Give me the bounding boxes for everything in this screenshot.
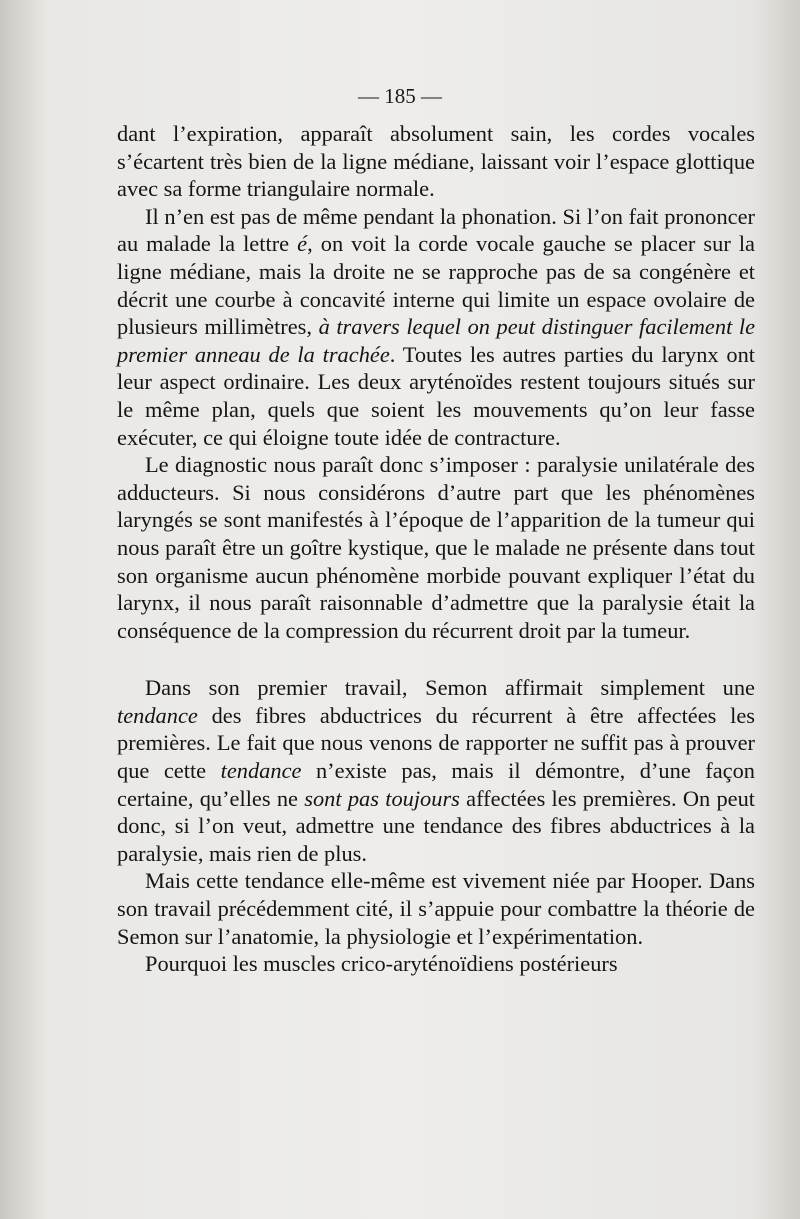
- paragraph-text: affectées les premières. On peut donc, si l’on veut, admettre une tendance des fibres abductrices à la paralysie, mais rien de plus.: [117, 785, 756, 866]
- italic-phrase: sont pas toujours: [304, 785, 460, 811]
- paragraph-text: . Toutes les autres parties du larynx ont leur aspect ordinaire. Les deux aryténoïdes restent toujours situés sur le même plan, quels que soient les mouvements qu’on leur fasse exécuter, ce qui éloigne toute idée de contracture.: [117, 341, 755, 450]
- paragraph-5: [117, 867, 755, 950]
- section-gap: [117, 644, 755, 674]
- paragraph-text: , on voit la corde vocale gauche se placer sur la ligne médiane, mais la droite ne se rapproche pas de sa congénère et décrit une courbe à concavité interne qui limite un espace ovolaire de plusieurs millimètres,: [117, 231, 755, 340]
- paragraph-text: des fibres abductrices du récurrent à être affectées les premières. Le fait que nous venons de rapporter ne suffit pas à prouver que cette: [117, 702, 755, 784]
- paragraph-text: Le diagnostic nous paraît donc s’imposer : paralysie unilatérale des adducteurs. Si nous considérons d’autre part que les phénomènes laryngés se sont manifestés à l’époque de l’apparition de la tumeur qui nous paraît être un goître kystique, que le malade ne présente dans tout son organisme aucun phénomène morbide pouvant expliquer l’état du larynx, il nous paraît raisonnable d’admettre que la paralysie était la conséquence de la compression du récurrent droit par la tumeur.: [117, 452, 755, 643]
- italic-letter: é: [297, 231, 308, 257]
- paragraph-text: Dans son premier travail, Semon affirmait simplement une: [145, 675, 755, 701]
- body-text: [117, 120, 755, 978]
- paragraph-text: dant l’expiration, apparaît absolument sain, les cordes vocales s’écartent très bien de la ligne médiane, laissant voir l’espace glottique avec sa forme triangulaire normale.: [117, 121, 755, 202]
- paragraph-4: [117, 674, 755, 867]
- paragraph-text: Pourquoi les muscles crico-aryténoïdiens postérieurs: [145, 951, 618, 977]
- paragraph-3: [117, 451, 755, 644]
- italic-phrase: à travers lequel on peut distinguer facilement le premier anneau de la trachée: [117, 314, 756, 367]
- italic-word: tendance: [117, 702, 198, 728]
- page-number: — 185 —: [358, 84, 442, 108]
- paragraph-text: Mais cette tendance elle-même est vivement niée par Hooper. Dans son travail précédemment cité, il s’appuie pour combattre la théorie de Semon sur l’anatomie, la physiologie et l’expérimentation.: [117, 868, 755, 949]
- paragraph-2: [117, 203, 755, 451]
- italic-word: tendance: [220, 758, 302, 784]
- paragraph-6: [117, 950, 755, 978]
- paragraph-text: n’existe pas, mais il démontre, d’une façon certaine, qu’elles ne: [117, 758, 755, 811]
- paragraph-1: [117, 120, 755, 203]
- paragraph-text: Il n’en est pas de même pendant la phonation. Si l’on fait prononcer au malade la lettre: [117, 203, 755, 257]
